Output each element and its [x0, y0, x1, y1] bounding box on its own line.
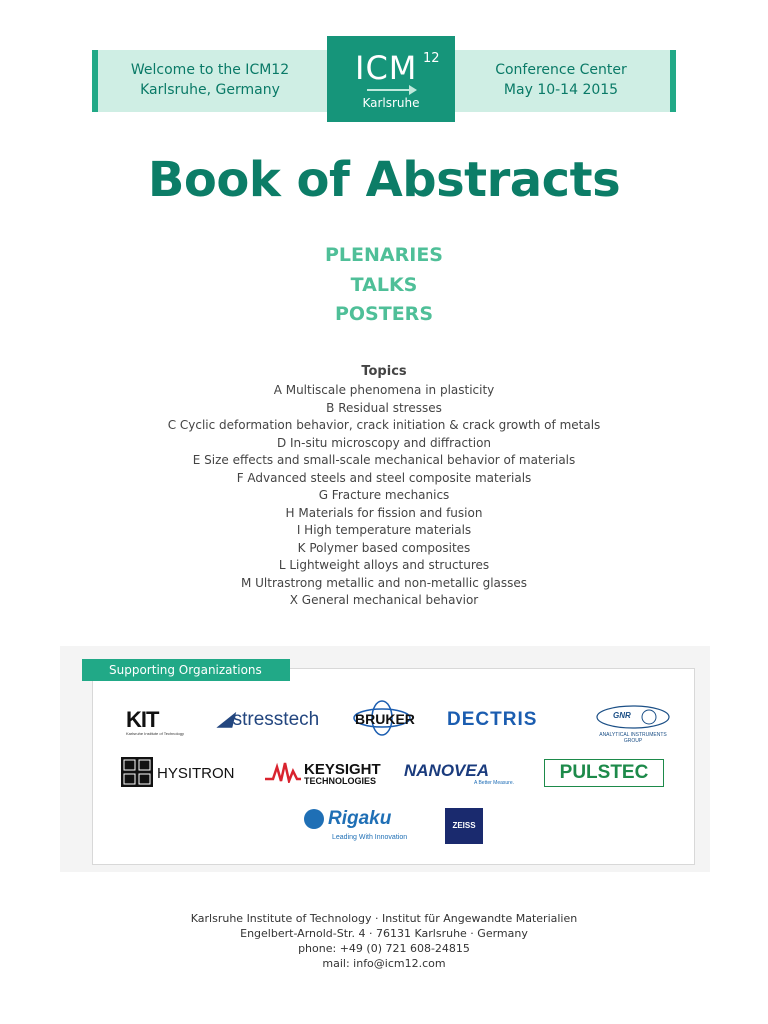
- pulstec-logo: PULSTEC: [544, 759, 664, 787]
- hysitron-grid-icon: [121, 757, 153, 787]
- topic-item: X General mechanical behavior: [289, 593, 479, 607]
- topic-item: D In-situ microscopy and diffraction: [276, 435, 492, 450]
- venue-line: Conference Center: [495, 62, 627, 78]
- rigaku-logo: [304, 808, 408, 841]
- kit-logo: [126, 707, 184, 736]
- footer-institution: Karlsruhe Institute of Technology · Institut für Angewandte Materialien: [190, 912, 578, 925]
- topic-item: G Fracture mechanics: [318, 488, 450, 502]
- gnr-emblem-icon: [593, 704, 673, 730]
- section-posters: POSTERS: [334, 303, 433, 325]
- banner-welcome: [110, 60, 310, 100]
- section-talks: TALKS: [350, 273, 418, 296]
- topics-list: [0, 362, 768, 610]
- nanovea-logo-sub: A Better Measure.: [474, 780, 515, 786]
- kit-logo-sub: Karlsruhe Institute of Technology: [126, 731, 184, 736]
- section-plenaries: PLENARIES: [325, 244, 443, 266]
- zeiss-logo: ZEISS: [445, 808, 483, 844]
- topic-item: M Ultrastrong metallic and non-metallic glasses: [240, 575, 528, 590]
- welcome-line: Welcome to the ICM12: [130, 62, 290, 78]
- supporting-label: Supporting Organizations: [82, 659, 290, 681]
- logo-text: ICM: [355, 49, 418, 87]
- keysight-wave-icon: [265, 761, 301, 783]
- footer-email[interactable]: mail: info@icm12.com: [322, 957, 446, 970]
- icm12-logo: [327, 36, 455, 122]
- topic-item: L Lightweight alloys and structures: [278, 558, 490, 572]
- stresstech-mark-icon: ◢: [218, 709, 233, 730]
- bruker-logo: [355, 711, 415, 727]
- rigaku-mark-icon: [304, 809, 324, 829]
- dectris-logo: DECTRIS: [447, 709, 538, 730]
- keysight-logo-sub: TECHNOLOGIES: [304, 776, 377, 786]
- dates-line: May 10-14 2015: [503, 82, 619, 98]
- banner-left-bar: [92, 50, 98, 112]
- section-list: [0, 241, 768, 330]
- topics-heading: Topics: [361, 364, 407, 379]
- gnr-logo-text: GNR: [613, 711, 631, 720]
- footer-street: Engelbert-Arnold-Str. 4 · 76131 Karlsruhe · Germany: [240, 927, 528, 940]
- nanovea-logo: [404, 761, 515, 786]
- footer-address: [0, 911, 768, 971]
- topic-item: B Residual stresses: [326, 400, 442, 415]
- rigaku-logo-sub: Leading With Innovation: [332, 834, 408, 841]
- nanovea-logo-text: NANOVEA: [404, 761, 490, 780]
- rigaku-logo-text: Rigaku: [328, 808, 392, 829]
- location-line: Karlsruhe, Germany: [140, 82, 280, 98]
- logo-superscript: 12: [423, 51, 440, 66]
- topic-item: K Polymer based composites: [297, 540, 471, 555]
- kit-logo-text: KIT: [126, 707, 159, 732]
- topic-item: E Size effects and small-scale mechanical behavior of materials: [192, 453, 576, 467]
- page-title: Book of Abstracts: [147, 152, 621, 208]
- topic-item: F Advanced steels and steel composite materials: [236, 470, 532, 485]
- stresstech-logo: [218, 708, 319, 731]
- hysitron-logo-text: HYSITRON: [157, 765, 235, 782]
- banner-dates: [476, 60, 646, 100]
- stresstech-logo-text: stresstech: [232, 709, 320, 730]
- keysight-logo-text: KEYSIGHT: [304, 761, 381, 778]
- topic-item: H Materials for fission and fusion: [285, 505, 483, 520]
- bruker-logo-text: BRUKER: [355, 711, 415, 727]
- gnr-logo-sub: ANALYTICAL INSTRUMENTS GROUP: [599, 732, 667, 744]
- footer-phone: phone: +49 (0) 721 608-24815: [298, 942, 470, 955]
- logo-city: Karlsruhe: [362, 96, 420, 110]
- banner-right-bar: [670, 50, 676, 112]
- arrow-icon: [367, 84, 417, 96]
- topic-item: I High temperature materials: [296, 523, 472, 537]
- topic-item: A Multiscale phenomena in plasticity: [273, 383, 495, 397]
- gnr-logo: [593, 704, 673, 744]
- topic-item: C Cyclic deformation behavior, crack initiation & crack growth of metals: [167, 418, 601, 432]
